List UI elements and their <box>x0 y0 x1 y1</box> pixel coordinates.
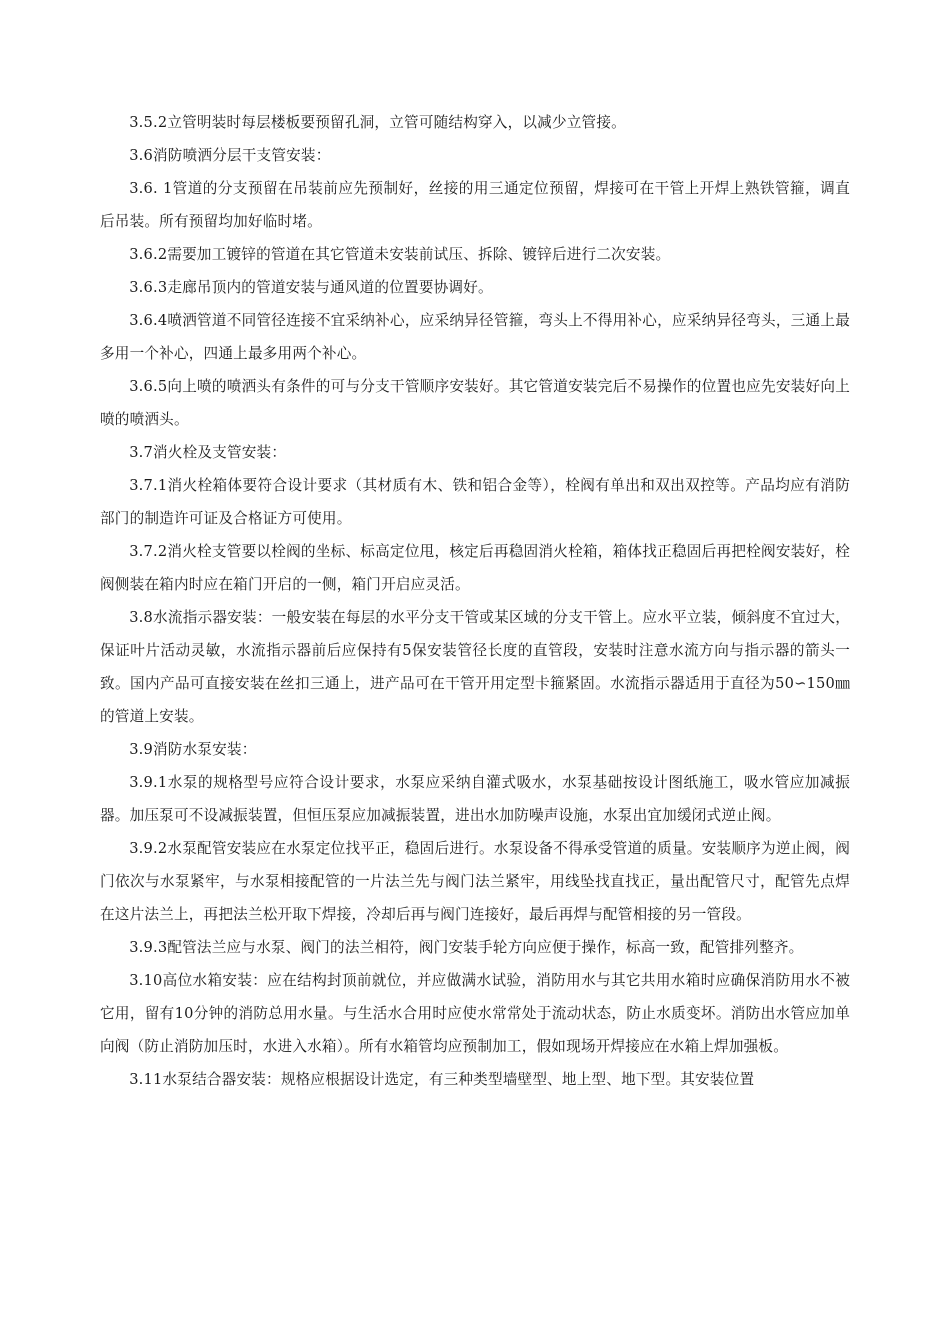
paragraph-3-9-3: 3.9.3配管法兰应与水泵、阀门的法兰相符，阀门安装手轮方向应便于操作，标高一致，配管排列整齐。 <box>129 939 804 956</box>
paragraph-3-9-1: 3.9.1水泵的规格型号应符合设计要求，水泵应采纳自灌式吸水，水泵基础按设计图纸施工，吸水管应加减振器。加压泵可不设减振装置，但恒压泵应加减振装置，进出水加防噪声设施，水泵出宜加缓闭式逆止阀。 <box>100 774 850 824</box>
paragraph-3-5-2: 3.5.2立管明装时每层楼板要预留孔洞，立管可随结构穿入，以减少立管接。 <box>129 114 626 131</box>
paragraph-3-6-3: 3.6.3走廊吊顶内的管道安装与通风道的位置要协调好。 <box>129 279 493 296</box>
paragraph-3-6-2: 3.6.2需要加工镀锌的管道在其它管道未安装前试压、拆除、镀锌后进行二次安装。 <box>129 246 671 263</box>
heading-3-6: 3.6消防喷洒分层干支管安装： <box>129 147 331 164</box>
paragraph-3-7-2: 3.7.2消火栓支管要以栓阀的坐标、标高定位甩，核定后再稳固消火栓箱，箱体找正稳固后再把栓阀安装好，栓阀侧装在箱内时应在箱门开启的一侧，箱门开启应灵活。 <box>100 543 850 593</box>
paragraph-3-7-1: 3.7.1消火栓箱体要符合设计要求（其材质有木、铁和铝合金等），栓阀有单出和双出双控等。产品均应有消防部门的制造许可证及合格证方可使用。 <box>100 477 850 527</box>
paragraph-3-6-4: 3.6.4喷洒管道不同管径连接不宜采纳补心，应采纳异径管箍，弯头上不得用补心，应采纳异径弯头，三通上最多用一个补心，四通上最多用两个补心。 <box>100 312 850 362</box>
paragraph-3-8: 3.8水流指示器安装：一般安装在每层的水平分支干管或某区域的分支干管上。应水平立装，倾斜度不宜过大，保证叶片活动灵敏，水流指示器前后应保持有5保安装管径长度的直管段，安装时注意水流方向与指示器的箭头一致。国内产品可直接安装在丝扣三通上，进产品可在干管开用定型卡箍紧固。水流指示器适用于直径为50∽150㎜的管道上安装。 <box>100 609 850 725</box>
paragraph-3-9-2: 3.9.2水泵配管安装应在水泵定位找平正，稳固后进行。水泵设备不得承受管道的质量。安装顺序为逆止阀，阀门依次与水泵紧牢，与水泵相接配管的一片法兰先与阀门法兰紧牢，用线坠找直找正，量出配管尺寸，配管先点焊在这片法兰上，再把法兰松开取下焊接，冷却后再与阀门连接好，最后再焊与配管相接的另一管段。 <box>100 840 850 923</box>
document-body <box>100 106 850 1096</box>
paragraph-3-11: 3.11水泵结合器安装：规格应根据设计选定，有三种类型墙壁型、地上型、地下型。其安装位置 <box>129 1071 755 1088</box>
paragraph-3-6-5: 3.6.5向上喷的喷洒头有条件的可与分支干管顺序安装好。其它管道安装完后不易操作的位置也应先安装好向上喷的喷洒头。 <box>100 378 850 428</box>
paragraph-3-6-1: 3.6. 1管道的分支预留在吊装前应先预制好，丝接的用三通定位预留，焊接可在干管上开焊上熟铁管箍，调直后吊装。所有预留均加好临时堵。 <box>100 180 850 230</box>
heading-3-7: 3.7消火栓及支管安装： <box>129 444 287 461</box>
paragraph-3-10: 3.10高位水箱安装：应在结构封顶前就位，并应做满水试验，消防用水与其它共用水箱时应确保消防用水不被它用，留有10分钟的消防总用水量。与生活水合用时应使水常常处于流动状态，防止水质变坏。消防出水管应加单向阀（防止消防加压时，水进入水箱）。所有水箱管均应预制加工，假如现场开焊接应在水箱上焊加强板。 <box>100 972 850 1055</box>
heading-3-9: 3.9消防水泵安装： <box>129 741 257 758</box>
